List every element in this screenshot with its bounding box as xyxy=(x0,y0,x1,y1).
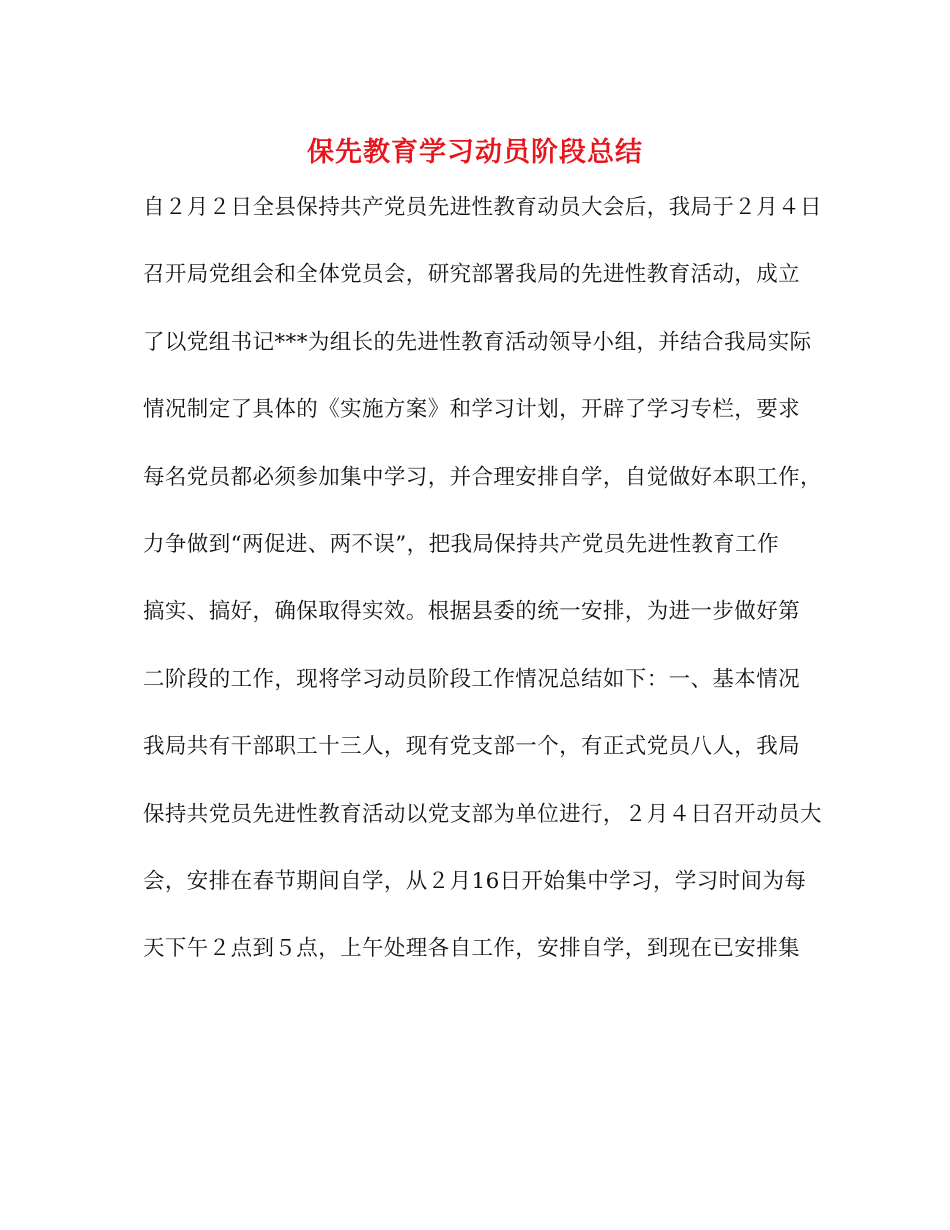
body-line: 了以党组书记***为组长的先进性教育活动领导小组，并结合我局实际 xyxy=(143,329,812,355)
body-line: 召开局党组会和全体党员会，研究部署我局的先进性教育活动，成立 xyxy=(143,262,801,288)
body-line: 保持共党员先进性教育活动以党支部为单位进行，２月４日召开动员大 xyxy=(143,801,822,827)
body-line: 情况制定了具体的《实施方案》和学习计划，开辟了学习专栏，要求 xyxy=(143,397,801,423)
body-line: 每名党员都必须参加集中学习，并合理安排自学，自觉做好本职工作， xyxy=(143,464,822,490)
document-body xyxy=(143,190,823,999)
body-line: 会，安排在春节期间自学，从２月16日开始集中学习，学习时间为每 xyxy=(143,868,807,894)
body-line: 力争做到“两促进、两不误”，把我局保持共产党员先进性教育工作 xyxy=(143,531,779,557)
body-line: 搞实、搞好，确保取得实效。根据县委的统一安排，为进一步做好第 xyxy=(143,599,801,625)
document-title: 保先教育学习动员阶段总结 xyxy=(307,137,643,168)
body-line: 二阶段的工作，现将学习动员阶段工作情况总结如下：一、基本情况 xyxy=(143,666,801,692)
body-line: 我局共有干部职工十三人，现有党支部一个，有正式党员八人，我局 xyxy=(143,734,801,760)
body-line: 自２月２日全县保持共产党员先进性教育动员大会后，我局于２月４日 xyxy=(143,195,822,220)
body-line: 天下午２点到５点，上午处理各自工作，安排自学，到现在已安排集 xyxy=(143,936,801,962)
